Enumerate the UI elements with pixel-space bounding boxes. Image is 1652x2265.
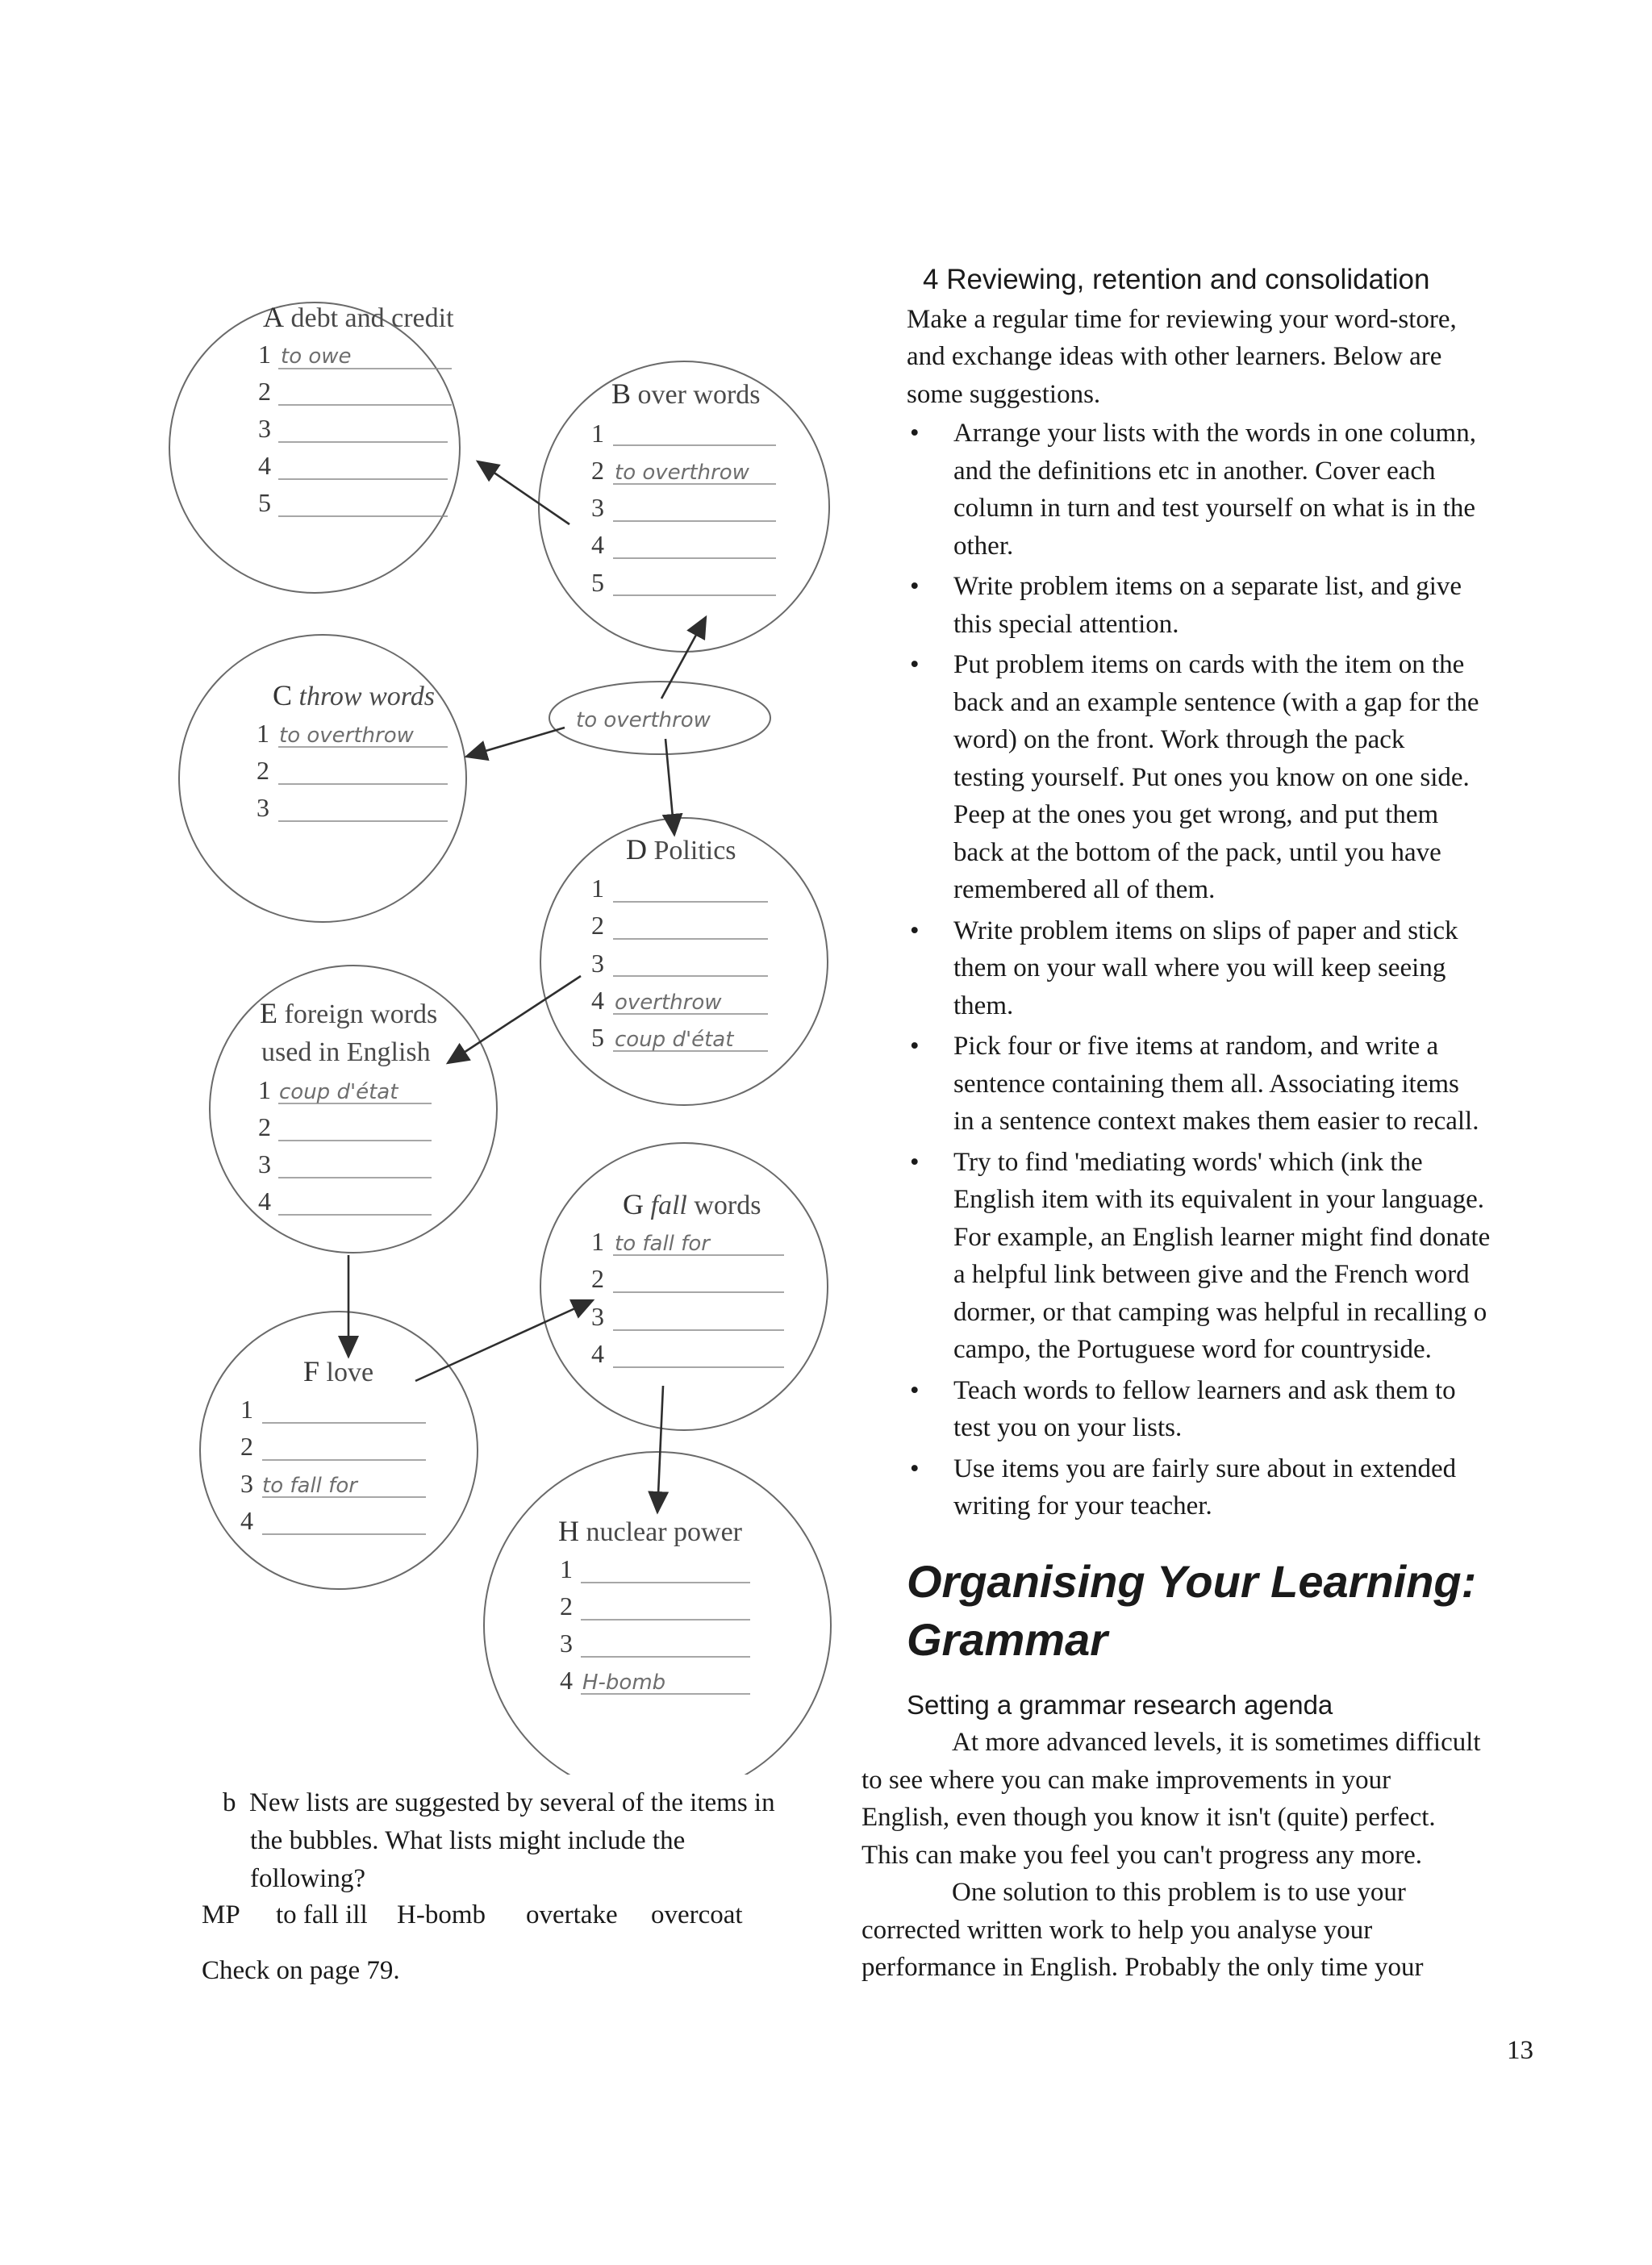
svg-text:2: 2 [240, 1432, 253, 1461]
svg-text:2: 2 [258, 1112, 271, 1141]
svg-text:used in English: used in English [261, 1037, 431, 1067]
exercise-b [202, 1784, 815, 1898]
svg-text:1: 1 [591, 874, 604, 903]
bubble-d [540, 818, 828, 1105]
svg-text:H nuclear power: H nuclear power [558, 1515, 743, 1547]
arrow-d-to-e [448, 976, 581, 1063]
svg-text:D Politics: D Politics [626, 833, 736, 866]
bubble-b [539, 361, 829, 652]
svg-text:1: 1 [560, 1554, 573, 1583]
list-item: • Use items you are fairly sure about in extended writing for your teacher. [910, 1454, 1457, 1520]
svg-text:3: 3 [591, 1302, 604, 1331]
word-item: to fall ill [276, 1900, 368, 1929]
bubble-e [210, 966, 497, 1253]
bubble-f [200, 1312, 478, 1589]
svg-text:B over words: B over words [611, 378, 761, 410]
svg-text:to fall for: to fall for [262, 1474, 357, 1498]
intro-text: Make a regular time for reviewing your word-store, and exchange ideas with other learners. Below are some suggestions. [907, 304, 1457, 409]
arrow-g-to-h [657, 1386, 663, 1512]
svg-text:G fall words: G fall words [623, 1188, 761, 1220]
list-item: • Try to find 'mediating words' which (ink the English item with its equivalent in your language. For example, an English learner might find donate a helpful link between give and the French word dormer, or that camping was helpful in recalling o campo, the Portuguese word for countryside. [910, 1147, 1491, 1364]
arrow-b-to-a [478, 461, 569, 524]
right-column [861, 261, 1528, 1987]
svg-text:1: 1 [591, 1227, 604, 1256]
svg-text:1: 1 [258, 1075, 271, 1104]
svg-text:3: 3 [258, 414, 271, 443]
exercise-b-prompt: b New lists are suggested by several of the items in the bubbles. What lists might include the following? [223, 1788, 775, 1893]
list-item: • Write problem items on a separate list, and give this special attention. [910, 572, 1462, 639]
list-item: • Put problem items on cards with the item on the back and an example sentence (with a gap for the word) on the front. Work through the pack testing yourself. Put ones you know on one side. Peep at the ones you get wrong, and put them back at the bottom of the pack, until you have remembered all of them. [910, 650, 1479, 904]
word-item: overtake [526, 1900, 618, 1929]
bullet-list [907, 415, 1528, 1525]
svg-text:4: 4 [591, 1339, 604, 1368]
word-bubble-diagram [0, 0, 855, 1775]
arrow-center-to-c [466, 728, 565, 757]
svg-text:2: 2 [257, 756, 269, 785]
check-note: Check on page 79. [202, 1956, 400, 1985]
svg-text:4: 4 [560, 1666, 573, 1695]
chapter-title: Organising Your Learning: Grammar [907, 1555, 1477, 1665]
svg-text:F love: F love [303, 1355, 374, 1387]
svg-text:1: 1 [258, 340, 271, 369]
exercise-b-marker: b [223, 1788, 236, 1817]
connector-arrows [348, 461, 706, 1512]
svg-text:2: 2 [560, 1591, 573, 1621]
svg-text:coup d'état: coup d'état [279, 1080, 398, 1104]
list-item: • Arrange your lists with the words in one column, and the definitions etc in another. Cover each column in turn and test yourself on what is in the other. [910, 419, 1476, 561]
paragraph: One solution to this problem is to use your corrected written work to help you analyse your performance in English. Probably the only time your [861, 1878, 1424, 1982]
svg-text:3: 3 [560, 1629, 573, 1658]
svg-text:coup d'état: coup d'état [615, 1028, 734, 1052]
svg-text:to owe: to owe [281, 344, 352, 369]
svg-text:4: 4 [591, 530, 604, 559]
svg-text:to fall for: to fall for [615, 1232, 710, 1256]
svg-text:H-bomb: H-bomb [582, 1671, 666, 1695]
svg-text:2: 2 [591, 911, 604, 940]
list-item: • Write problem items on slips of paper and stick them on your wall where you will keep seeing them. [910, 916, 1458, 1020]
exercise-b-words [202, 1896, 743, 1934]
svg-text:C throw words: C throw words [273, 679, 435, 711]
center-word-ellipse [549, 682, 770, 754]
svg-text:4: 4 [591, 986, 604, 1015]
list-item: • Teach words to fellow learners and ask them to test you on your lists. [910, 1375, 1456, 1442]
svg-text:3: 3 [240, 1469, 253, 1498]
word-item: overcoat [651, 1900, 743, 1929]
svg-text:1: 1 [257, 719, 269, 748]
svg-text:3: 3 [258, 1149, 271, 1178]
svg-text:2: 2 [591, 456, 604, 485]
list-item: • Pick four or five items at random, and write a sentence containing them all. Associating items in a sentence context makes them easier to recall. [910, 1032, 1479, 1136]
svg-text:2: 2 [591, 1264, 604, 1293]
svg-text:to overthrow: to overthrow [279, 724, 414, 748]
section-heading: 4 Reviewing, retention and consolidation [923, 264, 1430, 295]
svg-text:to overthrow: to overthrow [615, 461, 749, 485]
svg-text:overthrow: overthrow [615, 991, 722, 1015]
svg-text:3: 3 [591, 493, 604, 522]
bubble-c [179, 635, 466, 922]
svg-text:4: 4 [258, 451, 271, 480]
svg-text:3: 3 [591, 949, 604, 978]
arrow-center-to-b [661, 617, 706, 699]
svg-text:1: 1 [591, 419, 604, 448]
bubble-a [169, 301, 460, 593]
paragraph: At more advanced levels, it is sometimes difficult to see where you can make improvements in your English, even though you know it isn't (quite) perfect. This can make you feel you can't progress any more. [861, 1728, 1481, 1870]
sub-heading: Setting a grammar research agenda [907, 1689, 1333, 1720]
svg-text:A debt and credit: A debt and credit [263, 301, 454, 333]
svg-text:to overthrow: to overthrow [576, 708, 711, 732]
svg-text:4: 4 [240, 1506, 253, 1535]
svg-text:5: 5 [258, 488, 271, 517]
svg-text:2: 2 [258, 377, 271, 406]
word-item: MP [202, 1900, 240, 1929]
svg-text:3: 3 [257, 793, 269, 822]
bubble-g [540, 1143, 828, 1430]
svg-text:5: 5 [591, 568, 604, 597]
svg-text:4: 4 [258, 1187, 271, 1216]
svg-text:1: 1 [240, 1395, 253, 1424]
svg-text:E foreign words: E foreign words [260, 997, 438, 1029]
word-item: H-bomb [397, 1900, 486, 1929]
svg-text:5: 5 [591, 1023, 604, 1052]
page-number: 13 [1507, 2036, 1533, 2065]
